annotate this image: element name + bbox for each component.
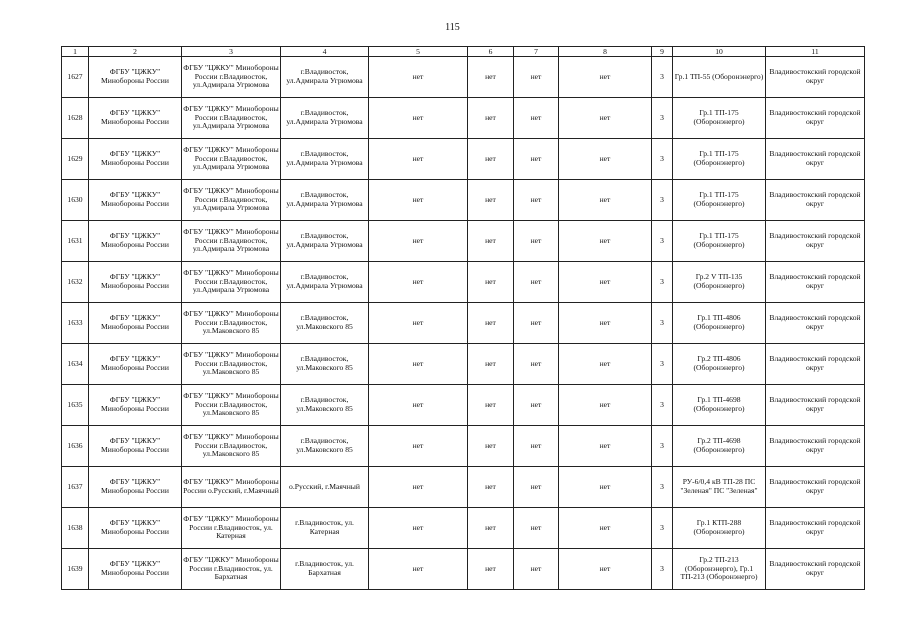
table-row bbox=[62, 139, 865, 180]
col6-value: нет bbox=[468, 139, 514, 180]
district-name: Владивостокский городской округ bbox=[766, 221, 865, 262]
object-address: г.Владивосток, ул.Адмирала Угрюмова bbox=[281, 262, 369, 303]
category-value: 3 bbox=[652, 467, 673, 508]
col6-value: нет bbox=[468, 262, 514, 303]
table-row bbox=[62, 180, 865, 221]
col7-value: нет bbox=[514, 180, 559, 221]
col5-value: нет bbox=[369, 57, 468, 98]
row-number: 1635 bbox=[62, 385, 89, 426]
column-header-2: 2 bbox=[89, 47, 182, 57]
column-header-1: 1 bbox=[62, 47, 89, 57]
owner-name: ФГБУ "ЦЖКУ" Минобороны России bbox=[89, 139, 182, 180]
registry-table bbox=[61, 46, 865, 590]
column-header-5: 5 bbox=[369, 47, 468, 57]
header-row bbox=[62, 47, 865, 57]
row-number: 1638 bbox=[62, 508, 89, 549]
owner-name: ФГБУ "ЦЖКУ" Минобороны России bbox=[89, 262, 182, 303]
row-number: 1633 bbox=[62, 303, 89, 344]
object-address: г.Владивосток, ул.Адмирала Угрюмова bbox=[281, 221, 369, 262]
power-source: Гр.1 КТП-288 (Оборонэнерго) bbox=[673, 508, 766, 549]
col5-value: нет bbox=[369, 98, 468, 139]
table-row bbox=[62, 508, 865, 549]
power-source: Гр.1 ТП-4698 (Оборонэнерго) bbox=[673, 385, 766, 426]
district-name: Владивостокский городской округ bbox=[766, 344, 865, 385]
col6-value: нет bbox=[468, 98, 514, 139]
district-name: Владивостокский городской округ bbox=[766, 385, 865, 426]
col6-value: нет bbox=[468, 303, 514, 344]
table-row bbox=[62, 426, 865, 467]
owner-name: ФГБУ "ЦЖКУ" Минобороны России bbox=[89, 344, 182, 385]
object-address: г.Владивосток, ул.Маковского 85 bbox=[281, 303, 369, 344]
col5-value: нет bbox=[369, 549, 468, 590]
row-number: 1639 bbox=[62, 549, 89, 590]
organization-address: ФГБУ "ЦЖКУ" Минобороны России г.Владивосток, ул.Маковского 85 bbox=[182, 426, 281, 467]
district-name: Владивостокский городской округ bbox=[766, 426, 865, 467]
district-name: Владивостокский городской округ bbox=[766, 508, 865, 549]
col8-value: нет bbox=[559, 508, 652, 549]
category-value: 3 bbox=[652, 385, 673, 426]
row-number: 1634 bbox=[62, 344, 89, 385]
object-address: г.Владивосток, ул. Катерная bbox=[281, 508, 369, 549]
object-address: г.Владивосток, ул.Адмирала Угрюмова bbox=[281, 98, 369, 139]
power-source: Гр.1 ТП-175 (Оборонэнерго) bbox=[673, 98, 766, 139]
column-header-3: 3 bbox=[182, 47, 281, 57]
owner-name: ФГБУ "ЦЖКУ" Минобороны России bbox=[89, 57, 182, 98]
col8-value: нет bbox=[559, 385, 652, 426]
category-value: 3 bbox=[652, 549, 673, 590]
page-number: 115 bbox=[445, 22, 460, 33]
owner-name: ФГБУ "ЦЖКУ" Минобороны России bbox=[89, 508, 182, 549]
object-address: г.Владивосток, ул. Бархатная bbox=[281, 549, 369, 590]
organization-address: ФГБУ "ЦЖКУ" Минобороны России о.Русский, г.Маячный bbox=[182, 467, 281, 508]
category-value: 3 bbox=[652, 57, 673, 98]
object-address: г.Владивосток, ул.Маковского 85 bbox=[281, 385, 369, 426]
category-value: 3 bbox=[652, 303, 673, 344]
table-row bbox=[62, 98, 865, 139]
power-source: Гр.2 V ТП-135 (Оборонэнерго) bbox=[673, 262, 766, 303]
column-header-9: 9 bbox=[652, 47, 673, 57]
object-address: о.Русский, г.Маячный bbox=[281, 467, 369, 508]
column-header-11: 11 bbox=[766, 47, 865, 57]
table-row bbox=[62, 549, 865, 590]
district-name: Владивостокский городской округ bbox=[766, 549, 865, 590]
col6-value: нет bbox=[468, 385, 514, 426]
power-source: Гр.1 ТП-4806 (Оборонэнерго) bbox=[673, 303, 766, 344]
row-number: 1627 bbox=[62, 57, 89, 98]
power-source: Гр.2 ТП-213 (Оборонэнерго), Гр.1 ТП-213 (Оборонэнерго) bbox=[673, 549, 766, 590]
owner-name: ФГБУ "ЦЖКУ" Минобороны России bbox=[89, 549, 182, 590]
col5-value: нет bbox=[369, 385, 468, 426]
col6-value: нет bbox=[468, 344, 514, 385]
power-source: Гр.1 ТП-55 (Оборонэнерго) bbox=[673, 57, 766, 98]
col5-value: нет bbox=[369, 303, 468, 344]
row-number: 1630 bbox=[62, 180, 89, 221]
col5-value: нет bbox=[369, 467, 468, 508]
category-value: 3 bbox=[652, 262, 673, 303]
organization-address: ФГБУ "ЦЖКУ" Минобороны России г.Владивосток, ул. Катерная bbox=[182, 508, 281, 549]
column-header-7: 7 bbox=[514, 47, 559, 57]
col7-value: нет bbox=[514, 303, 559, 344]
col7-value: нет bbox=[514, 262, 559, 303]
object-address: г.Владивосток, ул.Адмирала Угрюмова bbox=[281, 180, 369, 221]
owner-name: ФГБУ "ЦЖКУ" Минобороны России bbox=[89, 426, 182, 467]
owner-name: ФГБУ "ЦЖКУ" Минобороны России bbox=[89, 467, 182, 508]
col6-value: нет bbox=[468, 57, 514, 98]
owner-name: ФГБУ "ЦЖКУ" Минобороны России bbox=[89, 303, 182, 344]
organization-address: ФГБУ "ЦЖКУ" Минобороны России г.Владивосток, ул.Маковского 85 bbox=[182, 344, 281, 385]
col6-value: нет bbox=[468, 549, 514, 590]
row-number: 1629 bbox=[62, 139, 89, 180]
district-name: Владивостокский городской округ bbox=[766, 98, 865, 139]
col7-value: нет bbox=[514, 467, 559, 508]
owner-name: ФГБУ "ЦЖКУ" Минобороны России bbox=[89, 98, 182, 139]
district-name: Владивостокский городской округ bbox=[766, 180, 865, 221]
col7-value: нет bbox=[514, 385, 559, 426]
organization-address: ФГБУ "ЦЖКУ" Минобороны России г.Владивосток, ул.Маковского 85 bbox=[182, 385, 281, 426]
col7-value: нет bbox=[514, 344, 559, 385]
table-body bbox=[62, 57, 865, 590]
category-value: 3 bbox=[652, 344, 673, 385]
col8-value: нет bbox=[559, 344, 652, 385]
category-value: 3 bbox=[652, 426, 673, 467]
row-number: 1628 bbox=[62, 98, 89, 139]
col5-value: нет bbox=[369, 180, 468, 221]
col8-value: нет bbox=[559, 221, 652, 262]
table-row bbox=[62, 262, 865, 303]
power-source: Гр.2 ТП-4806 (Оборонэнерго) bbox=[673, 344, 766, 385]
power-source: Гр.2 ТП-4698 (Оборонэнерго) bbox=[673, 426, 766, 467]
column-header-6: 6 bbox=[468, 47, 514, 57]
organization-address: ФГБУ "ЦЖКУ" Минобороны России г.Владивосток, ул. Бархатная bbox=[182, 549, 281, 590]
col5-value: нет bbox=[369, 508, 468, 549]
organization-address: ФГБУ "ЦЖКУ" Минобороны России г.Владивосток, ул.Адмирала Угрюмова bbox=[182, 221, 281, 262]
organization-address: ФГБУ "ЦЖКУ" Минобороны России г.Владивосток, ул.Адмирала Угрюмова bbox=[182, 98, 281, 139]
power-source: Гр.1 ТП-175 (Оборонэнерго) bbox=[673, 139, 766, 180]
col7-value: нет bbox=[514, 549, 559, 590]
category-value: 3 bbox=[652, 180, 673, 221]
power-source: РУ-6/0,4 кВ ТП-28 ПС "Зеленая" ПС "Зеленая" bbox=[673, 467, 766, 508]
col8-value: нет bbox=[559, 549, 652, 590]
col7-value: нет bbox=[514, 426, 559, 467]
col8-value: нет bbox=[559, 139, 652, 180]
col5-value: нет bbox=[369, 262, 468, 303]
col8-value: нет bbox=[559, 467, 652, 508]
col6-value: нет bbox=[468, 180, 514, 221]
object-address: г.Владивосток, ул.Адмирала Угрюмова bbox=[281, 57, 369, 98]
organization-address: ФГБУ "ЦЖКУ" Минобороны России г.Владивосток, ул.Адмирала Угрюмова bbox=[182, 57, 281, 98]
col8-value: нет bbox=[559, 98, 652, 139]
district-name: Владивостокский городской округ bbox=[766, 262, 865, 303]
district-name: Владивостокский городской округ bbox=[766, 467, 865, 508]
table-row bbox=[62, 303, 865, 344]
power-source: Гр.1 ТП-175 (Оборонэнерго) bbox=[673, 180, 766, 221]
category-value: 3 bbox=[652, 98, 673, 139]
col5-value: нет bbox=[369, 426, 468, 467]
category-value: 3 bbox=[652, 508, 673, 549]
district-name: Владивостокский городской округ bbox=[766, 57, 865, 98]
owner-name: ФГБУ "ЦЖКУ" Минобороны России bbox=[89, 180, 182, 221]
organization-address: ФГБУ "ЦЖКУ" Минобороны России г.Владивосток, ул.Адмирала Угрюмова bbox=[182, 180, 281, 221]
column-header-10: 10 bbox=[673, 47, 766, 57]
column-header-8: 8 bbox=[559, 47, 652, 57]
col5-value: нет bbox=[369, 221, 468, 262]
col8-value: нет bbox=[559, 262, 652, 303]
col7-value: нет bbox=[514, 508, 559, 549]
col8-value: нет bbox=[559, 303, 652, 344]
col5-value: нет bbox=[369, 139, 468, 180]
column-header-4: 4 bbox=[281, 47, 369, 57]
col5-value: нет bbox=[369, 344, 468, 385]
district-name: Владивостокский городской округ bbox=[766, 303, 865, 344]
col7-value: нет bbox=[514, 98, 559, 139]
col6-value: нет bbox=[468, 426, 514, 467]
table-row bbox=[62, 467, 865, 508]
col6-value: нет bbox=[468, 467, 514, 508]
row-number: 1632 bbox=[62, 262, 89, 303]
col7-value: нет bbox=[514, 139, 559, 180]
row-number: 1631 bbox=[62, 221, 89, 262]
col6-value: нет bbox=[468, 508, 514, 549]
object-address: г.Владивосток, ул.Маковского 85 bbox=[281, 344, 369, 385]
category-value: 3 bbox=[652, 221, 673, 262]
table-row bbox=[62, 57, 865, 98]
power-source: Гр.1 ТП-175 (Оборонэнерго) bbox=[673, 221, 766, 262]
organization-address: ФГБУ "ЦЖКУ" Минобороны России г.Владивосток, ул.Адмирала Угрюмова bbox=[182, 262, 281, 303]
object-address: г.Владивосток, ул.Адмирала Угрюмова bbox=[281, 139, 369, 180]
table-row bbox=[62, 344, 865, 385]
district-name: Владивостокский городской округ bbox=[766, 139, 865, 180]
col6-value: нет bbox=[468, 221, 514, 262]
col8-value: нет bbox=[559, 426, 652, 467]
col8-value: нет bbox=[559, 57, 652, 98]
category-value: 3 bbox=[652, 139, 673, 180]
owner-name: ФГБУ "ЦЖКУ" Минобороны России bbox=[89, 385, 182, 426]
table-row bbox=[62, 385, 865, 426]
col7-value: нет bbox=[514, 221, 559, 262]
col8-value: нет bbox=[559, 180, 652, 221]
table-row bbox=[62, 221, 865, 262]
organization-address: ФГБУ "ЦЖКУ" Минобороны России г.Владивосток, ул.Маковского 85 bbox=[182, 303, 281, 344]
row-number: 1636 bbox=[62, 426, 89, 467]
row-number: 1637 bbox=[62, 467, 89, 508]
owner-name: ФГБУ "ЦЖКУ" Минобороны России bbox=[89, 221, 182, 262]
col7-value: нет bbox=[514, 57, 559, 98]
object-address: г.Владивосток, ул.Маковского 85 bbox=[281, 426, 369, 467]
organization-address: ФГБУ "ЦЖКУ" Минобороны России г.Владивосток, ул.Адмирала Угрюмова bbox=[182, 139, 281, 180]
